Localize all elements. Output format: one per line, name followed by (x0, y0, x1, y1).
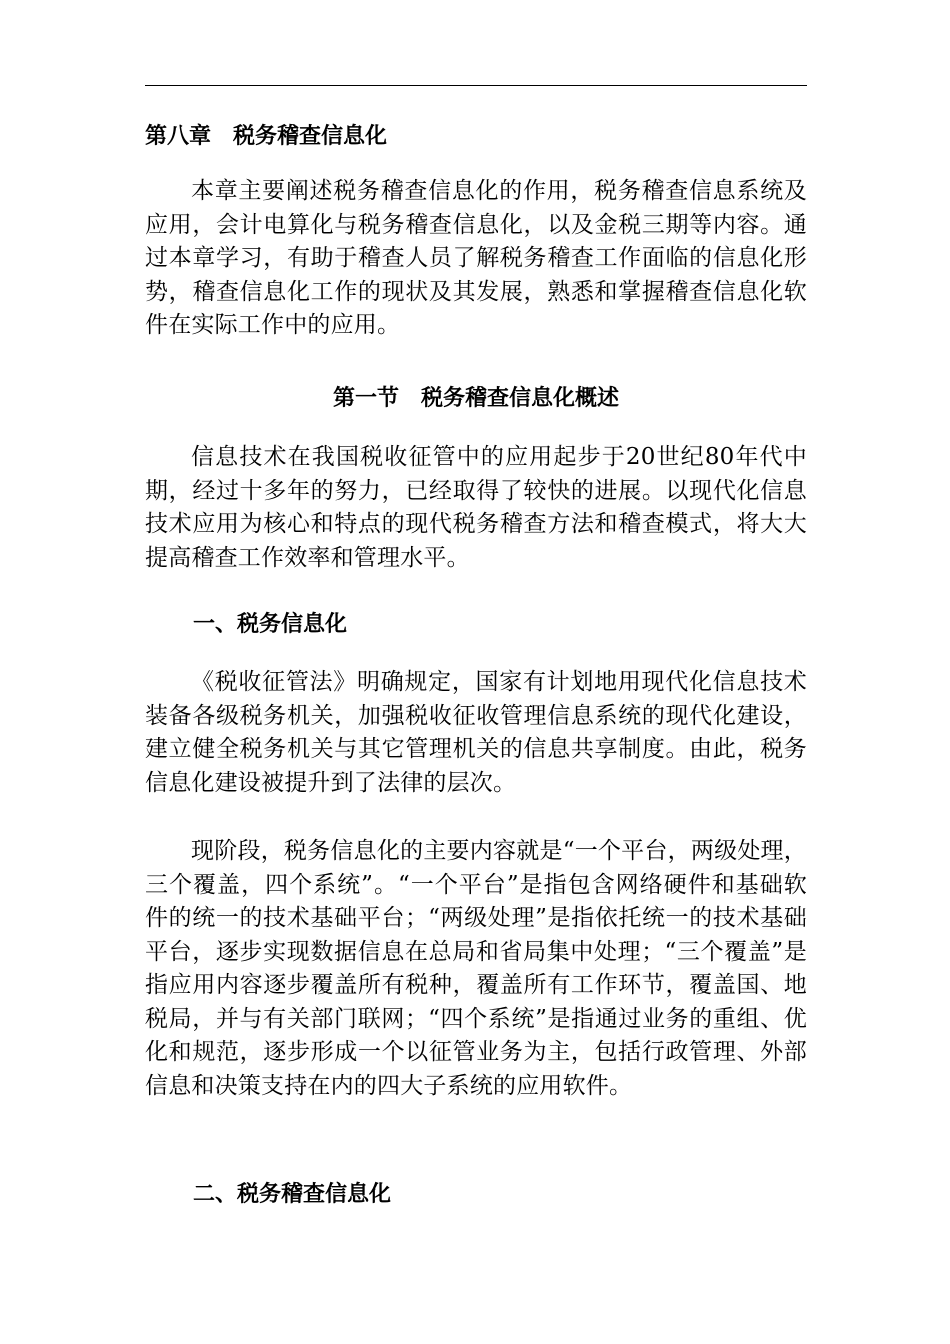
subsection-1-paragraph-1: 《税收征管法》明确规定，国家有计划地用现代化信息技术装备各级税务机关，加强税收征收管理信息系统的现代化建设，建立健全税务机关与其它管理机关的信息共享制度。由此，税务信息化建设被提升到了法律的层次。 (145, 669, 807, 796)
section-intro-paragraph: 信息技术在我国税收征管中的应用起步于20世纪80年代中期，经过十多年的努力，已经取得了较快的进展。以现代化信息技术应用为核心和特点的现代税务稽查方法和稽查模式，将大大提高稽查工作效率和管理水平。 (145, 444, 807, 571)
header-rule (145, 85, 807, 86)
subsection-1-title: 一、税务信息化 (193, 612, 348, 637)
subsection-2-title: 二、税务稽查信息化 (193, 1182, 392, 1207)
chapter-intro-paragraph: 本章主要阐述税务稽查信息化的作用，税务稽查信息系统及应用，会计电算化与税务稽查信息化，以及金税三期等内容。通过本章学习，有助于稽查人员了解税务稽查工作面临的信息化形势，稽查信息化工作的现状及其发展，熟悉和掌握稽查信息化软件在实际工作中的应用。 (145, 178, 807, 338)
chapter-title: 第八章 税务稽查信息化 (145, 124, 388, 149)
subsection-1-paragraph-2: 现阶段，税务信息化的主要内容就是“一个平台，两级处理，三个覆盖，四个系统”。“一个平台”是指包含网络硬件和基础软件的统一的技术基础平台；“两级处理”是指依托统一的技术基础平台，逐步实现数据信息在总局和省局集中处理；“三个覆盖”是指应用内容逐步覆盖所有税种，覆盖所有工作环节，覆盖国、地税局，并与有关部门联网；“四个系统”是指通过业务的重组、优化和规范，逐步形成一个以征管业务为主，包括行政管理、外部信息和决策支持在内的四大子系统的应用软件。 (145, 838, 807, 1099)
section-title: 第一节 税务稽查信息化概述 (332, 386, 619, 411)
